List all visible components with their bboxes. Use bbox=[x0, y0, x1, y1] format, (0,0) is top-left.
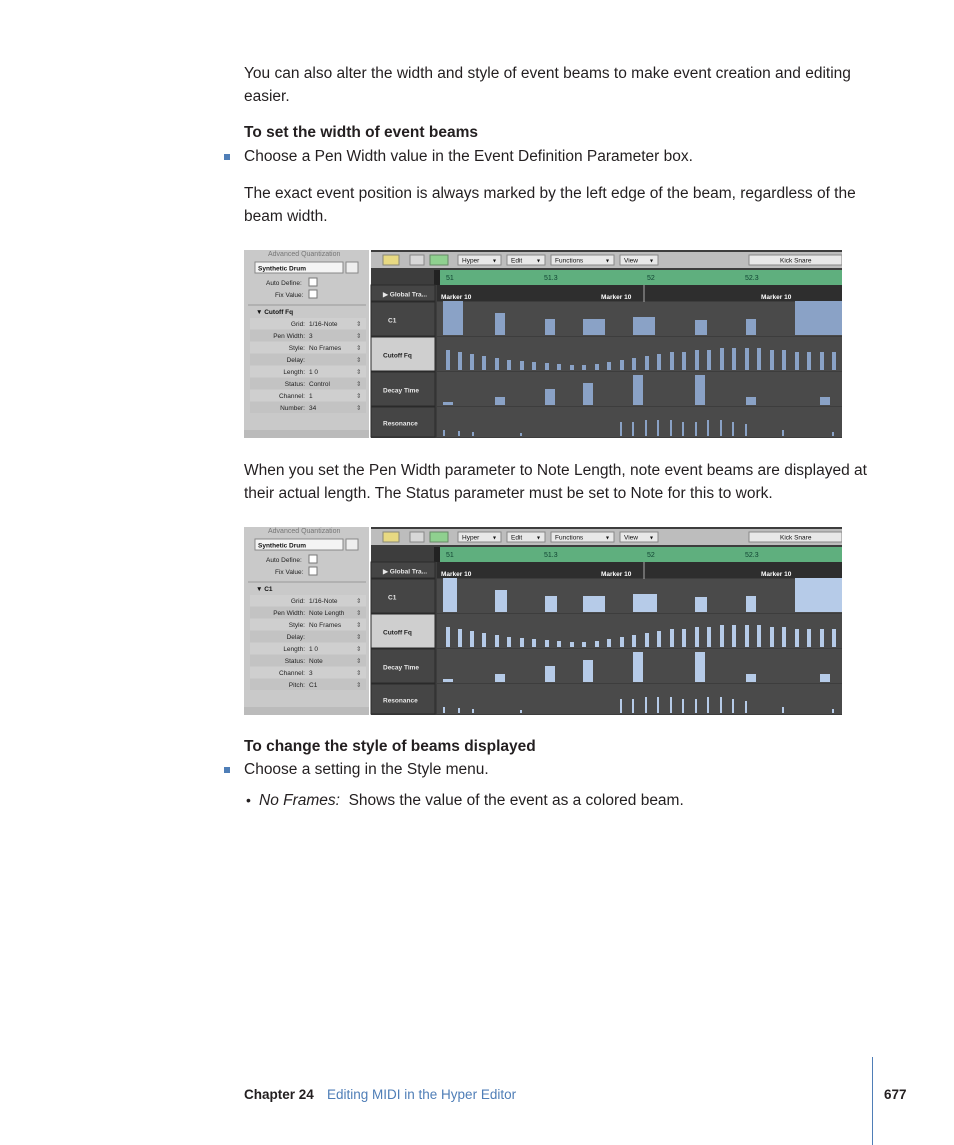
resonance-beam bbox=[520, 433, 522, 436]
stepper-icon: ⇕ bbox=[356, 670, 362, 677]
resonance-beam bbox=[782, 707, 784, 713]
param-label: Grid: bbox=[290, 321, 305, 328]
stepper-icon: ⇕ bbox=[356, 405, 362, 412]
cutoff-beam bbox=[446, 350, 450, 370]
fix-value-label: Fix Value: bbox=[275, 292, 304, 299]
param-row bbox=[250, 595, 366, 606]
decay-beam bbox=[583, 383, 593, 405]
option-term: No Frames: bbox=[259, 792, 340, 809]
cutoff-beam bbox=[632, 635, 636, 647]
cutoff-beam bbox=[495, 635, 499, 647]
footer-divider bbox=[872, 1057, 873, 1145]
stepper-icon: ⇕ bbox=[356, 333, 362, 340]
c1-beam bbox=[746, 319, 756, 335]
lane-name: Resonance bbox=[383, 420, 418, 428]
auto-define-checkbox bbox=[309, 278, 317, 286]
param-label: Status: bbox=[284, 381, 305, 388]
ruler-tick-label: 52.3 bbox=[745, 275, 759, 282]
resonance-beam bbox=[720, 420, 722, 436]
preset-name: Synthetic Drum bbox=[258, 265, 307, 273]
param-value: 3 bbox=[309, 333, 313, 340]
fix-value-label: Fix Value: bbox=[275, 569, 304, 576]
cutoff-beam bbox=[620, 360, 624, 370]
cutoff-beam bbox=[682, 352, 686, 370]
cutoff-beam bbox=[545, 363, 549, 370]
cutoff-beam bbox=[807, 352, 811, 370]
param-row bbox=[250, 679, 366, 690]
cutoff-beam bbox=[470, 631, 474, 647]
cutoff-beam bbox=[446, 627, 450, 647]
cutoff-beam bbox=[832, 629, 836, 647]
param-row bbox=[250, 354, 366, 365]
cutoff-beam bbox=[782, 350, 786, 370]
ruler-tick-label: 51.3 bbox=[544, 552, 558, 559]
c1-beam bbox=[545, 319, 555, 335]
c1-beam bbox=[583, 319, 605, 335]
cutoff-beam bbox=[582, 365, 586, 370]
toolbar-menu-label: View bbox=[624, 534, 638, 542]
ruler-tick-label: 51 bbox=[446, 275, 454, 282]
cutoff-beam bbox=[732, 625, 736, 647]
cutoff-beam bbox=[520, 361, 524, 370]
param-row bbox=[250, 643, 366, 654]
preset-dropdown-icon bbox=[346, 539, 358, 550]
set-name: Kick Snare bbox=[780, 257, 812, 265]
cutoff-beam bbox=[770, 627, 774, 647]
marker-label: Marker 10 bbox=[601, 294, 632, 301]
footer-chapter-title: Editing MIDI in the Hyper Editor bbox=[327, 1087, 517, 1102]
c1-beam bbox=[746, 596, 756, 612]
link-icon bbox=[383, 255, 399, 265]
bullet-square-icon bbox=[224, 154, 230, 160]
stepper-icon: ⇕ bbox=[356, 321, 362, 328]
resonance-beam bbox=[707, 697, 709, 713]
c1-beam bbox=[633, 594, 657, 612]
c1-beam bbox=[443, 578, 457, 612]
param-label: Style: bbox=[288, 345, 305, 352]
cutoff-beam bbox=[770, 350, 774, 370]
cutoff-beam bbox=[520, 638, 524, 647]
cutoff-beam bbox=[732, 348, 736, 370]
ruler-left-cap bbox=[434, 270, 440, 285]
resonance-beam bbox=[732, 422, 734, 436]
decay-beam bbox=[746, 397, 756, 405]
param-row bbox=[250, 378, 366, 389]
catch-icon bbox=[430, 532, 448, 542]
menu-arrow-icon: ▾ bbox=[650, 258, 654, 265]
inspector-top-label: Advanced Quantization bbox=[268, 528, 341, 535]
decay-beam bbox=[746, 674, 756, 682]
cutoff-beam bbox=[745, 348, 749, 370]
resonance-beam bbox=[695, 699, 697, 713]
param-row bbox=[250, 366, 366, 377]
cutoff-beam bbox=[670, 352, 674, 370]
inspector-section-label: ▼ C1 bbox=[256, 586, 273, 593]
param-label: Number: bbox=[280, 405, 305, 412]
ruler-tick-label: 52 bbox=[647, 275, 655, 282]
lane-body bbox=[437, 407, 842, 437]
resonance-beam bbox=[707, 420, 709, 436]
stepper-icon: ⇕ bbox=[356, 369, 362, 376]
page-number: 677 bbox=[884, 1087, 907, 1102]
cutoff-beam bbox=[757, 348, 761, 370]
toolbar-menu-label: Hyper bbox=[462, 534, 480, 542]
resonance-beam bbox=[458, 431, 460, 436]
cutoff-beam bbox=[620, 637, 624, 647]
resonance-beam bbox=[620, 699, 622, 713]
hyper-editor-screenshot-2 bbox=[244, 527, 842, 715]
lane-name: C1 bbox=[388, 317, 397, 325]
stepper-icon: ⇕ bbox=[356, 598, 362, 605]
hyper-editor-svg bbox=[244, 250, 842, 438]
param-value: 1 0 bbox=[309, 646, 319, 653]
ruler-bar bbox=[440, 270, 842, 285]
lane-name: ▶ Global Tra... bbox=[383, 568, 428, 576]
resonance-beam bbox=[472, 709, 474, 713]
decay-beam bbox=[633, 375, 643, 405]
cutoff-beam bbox=[482, 633, 486, 647]
cutoff-beam bbox=[557, 364, 561, 370]
intro-paragraph: You can also alter the width and style of event beams to make event creation and editing easier. bbox=[244, 65, 851, 105]
c1-beam bbox=[443, 301, 463, 335]
cutoff-beam bbox=[707, 350, 711, 370]
cutoff-beam bbox=[507, 637, 511, 647]
cutoff-beam bbox=[545, 640, 549, 647]
lane-name: Decay Time bbox=[383, 387, 420, 395]
decay-beam bbox=[443, 402, 453, 405]
param-value: 1/16-Note bbox=[309, 321, 338, 328]
marker-label: Marker 10 bbox=[441, 294, 472, 301]
param-label: Status: bbox=[284, 658, 305, 665]
stepper-icon: ⇕ bbox=[356, 381, 362, 388]
param-row bbox=[250, 619, 366, 630]
lane-name: Cutoff Fq bbox=[383, 629, 412, 637]
cutoff-beam bbox=[532, 639, 536, 647]
param-value: 1 bbox=[309, 393, 313, 400]
marker-label: Marker 10 bbox=[761, 571, 792, 578]
c1-beam bbox=[495, 313, 505, 335]
resonance-beam bbox=[695, 422, 697, 436]
c1-beam bbox=[545, 596, 557, 612]
cutoff-beam bbox=[707, 627, 711, 647]
toolbar-menu-label: Edit bbox=[511, 534, 523, 542]
step-width: Choose a Pen Width value in the Event Definition Parameter box. bbox=[244, 148, 693, 165]
cutoff-beam bbox=[695, 627, 699, 647]
param-row bbox=[250, 607, 366, 618]
param-value: 3 bbox=[309, 670, 313, 677]
marker-label: Marker 10 bbox=[761, 294, 792, 301]
param-label: Pitch: bbox=[288, 682, 305, 689]
cutoff-beam bbox=[557, 641, 561, 647]
param-value: 1 0 bbox=[309, 369, 319, 376]
decay-beam bbox=[583, 660, 593, 682]
decay-beam bbox=[495, 674, 505, 682]
lane-name: Resonance bbox=[383, 697, 418, 705]
param-value: C1 bbox=[309, 682, 318, 689]
param-label: Channel: bbox=[278, 393, 305, 400]
resonance-beam bbox=[832, 709, 834, 713]
cutoff-beam bbox=[595, 641, 599, 647]
resonance-beam bbox=[620, 422, 622, 436]
note-paragraph: The exact event position is always marked by the left edge of the beam, regardless of the beam width. bbox=[244, 185, 856, 225]
menu-arrow-icon: ▾ bbox=[537, 258, 541, 265]
resonance-beam bbox=[682, 699, 684, 713]
decay-beam bbox=[495, 397, 505, 405]
ruler-tick-label: 51 bbox=[446, 552, 454, 559]
stepper-icon: ⇕ bbox=[356, 610, 362, 617]
param-label: Pen Width: bbox=[273, 610, 305, 617]
cutoff-beam bbox=[682, 629, 686, 647]
catch-icon bbox=[430, 255, 448, 265]
auto-define-label: Auto Define: bbox=[266, 557, 302, 564]
cutoff-beam bbox=[820, 352, 824, 370]
menu-arrow-icon: ▾ bbox=[650, 535, 654, 542]
cutoff-beam bbox=[470, 354, 474, 370]
resonance-beam bbox=[657, 420, 659, 436]
resonance-beam bbox=[645, 697, 647, 713]
lane-header bbox=[371, 579, 435, 613]
toolbar-menu-label: View bbox=[624, 257, 638, 265]
cutoff-beam bbox=[632, 358, 636, 370]
section-heading-style: To change the style of beams displayed bbox=[244, 738, 536, 755]
cutoff-beam bbox=[670, 629, 674, 647]
resonance-beam bbox=[732, 699, 734, 713]
preset-dropdown-icon bbox=[346, 262, 358, 273]
c1-beam bbox=[695, 597, 707, 612]
cutoff-beam bbox=[820, 629, 824, 647]
cutoff-beam bbox=[757, 625, 761, 647]
ruler-left-cap bbox=[434, 547, 440, 562]
resonance-beam bbox=[832, 432, 834, 436]
ruler-tick-label: 52.3 bbox=[745, 552, 759, 559]
footer-chapter: Chapter 24 bbox=[244, 1087, 314, 1102]
pointer-tool-icon bbox=[410, 532, 424, 542]
c1-beam bbox=[795, 301, 842, 335]
resonance-beam bbox=[632, 699, 634, 713]
stepper-icon: ⇕ bbox=[356, 682, 362, 689]
cutoff-beam bbox=[657, 354, 661, 370]
lane-name: Decay Time bbox=[383, 664, 420, 672]
lane-name: C1 bbox=[388, 594, 397, 602]
decay-beam bbox=[545, 666, 555, 682]
c1-beam bbox=[633, 317, 655, 335]
c1-beam bbox=[495, 590, 507, 612]
lane-name: Cutoff Fq bbox=[383, 352, 412, 360]
cutoff-beam bbox=[570, 642, 574, 647]
auto-define-checkbox bbox=[309, 555, 317, 563]
param-row bbox=[250, 402, 366, 413]
cutoff-beam bbox=[782, 627, 786, 647]
lane-header bbox=[371, 302, 435, 336]
cutoff-beam bbox=[482, 356, 486, 370]
cutoff-beam bbox=[607, 362, 611, 370]
resonance-beam bbox=[458, 708, 460, 713]
cutoff-beam bbox=[720, 348, 724, 370]
resonance-beam bbox=[670, 420, 672, 436]
stepper-icon: ⇕ bbox=[356, 622, 362, 629]
cutoff-beam bbox=[645, 356, 649, 370]
hyper-editor-screenshot-1 bbox=[244, 250, 842, 438]
resonance-beam bbox=[682, 422, 684, 436]
stepper-icon: ⇕ bbox=[356, 646, 362, 653]
cutoff-beam bbox=[607, 639, 611, 647]
lane-name: ▶ Global Tra... bbox=[383, 291, 428, 299]
decay-beam bbox=[633, 652, 643, 682]
cutoff-beam bbox=[458, 629, 462, 647]
menu-arrow-icon: ▾ bbox=[493, 258, 497, 265]
param-value: Control bbox=[309, 381, 330, 388]
decay-beam bbox=[443, 679, 453, 682]
cutoff-beam bbox=[595, 364, 599, 370]
fix-value-checkbox bbox=[309, 567, 317, 575]
toolbar-menu-label: Functions bbox=[555, 257, 584, 265]
param-label: Length: bbox=[283, 369, 305, 376]
param-value: No Frames bbox=[309, 622, 342, 629]
menu-arrow-icon: ▾ bbox=[493, 535, 497, 542]
param-row bbox=[250, 390, 366, 401]
ruler-tick-label: 52 bbox=[647, 552, 655, 559]
cutoff-beam bbox=[582, 642, 586, 647]
pen-width-paragraph: When you set the Pen Width parameter to Note Length, note event beams are displayed at their actual length. The Status parameter must be set to Note for this to work. bbox=[244, 462, 867, 502]
ruler-tick-label: 51.3 bbox=[544, 275, 558, 282]
cutoff-beam bbox=[832, 352, 836, 370]
decay-beam bbox=[695, 652, 705, 682]
param-label: Delay: bbox=[286, 634, 305, 641]
param-label: Style: bbox=[288, 622, 305, 629]
param-label: Grid: bbox=[290, 598, 305, 605]
param-value: 34 bbox=[309, 405, 317, 412]
c1-beam bbox=[795, 578, 842, 612]
decay-beam bbox=[820, 397, 830, 405]
param-label: Delay: bbox=[286, 357, 305, 364]
param-row bbox=[250, 655, 366, 666]
resonance-beam bbox=[745, 701, 747, 713]
marker-label: Marker 10 bbox=[441, 571, 472, 578]
resonance-beam bbox=[443, 430, 445, 436]
c1-beam bbox=[583, 596, 605, 612]
cutoff-beam bbox=[795, 352, 799, 370]
resonance-beam bbox=[782, 430, 784, 436]
cutoff-beam bbox=[795, 629, 799, 647]
cutoff-beam bbox=[570, 365, 574, 370]
resonance-beam bbox=[645, 420, 647, 436]
toolbar-menu-label: Functions bbox=[555, 534, 584, 542]
auto-define-label: Auto Define: bbox=[266, 280, 302, 287]
resonance-beam bbox=[657, 697, 659, 713]
cutoff-beam bbox=[645, 633, 649, 647]
param-value: Note Length bbox=[309, 610, 345, 617]
cutoff-beam bbox=[458, 352, 462, 370]
decay-beam bbox=[545, 389, 555, 405]
lane-body bbox=[437, 684, 842, 714]
inspector-footer bbox=[244, 707, 369, 715]
cutoff-beam bbox=[495, 358, 499, 370]
resonance-beam bbox=[745, 424, 747, 436]
ruler-bar bbox=[440, 547, 842, 562]
inspector-footer bbox=[244, 430, 369, 438]
resonance-beam bbox=[520, 710, 522, 713]
step-style: Choose a setting in the Style menu. bbox=[244, 761, 489, 778]
decay-beam bbox=[695, 375, 705, 405]
stepper-icon: ⇕ bbox=[356, 357, 362, 364]
toolbar-menu-label: Edit bbox=[511, 257, 523, 265]
param-label: Length: bbox=[283, 646, 305, 653]
param-value: 1/16-Note bbox=[309, 598, 338, 605]
param-row bbox=[250, 330, 366, 341]
param-row bbox=[250, 667, 366, 678]
hyper-editor-svg bbox=[244, 527, 842, 715]
option-description: Shows the value of the event as a colored beam. bbox=[348, 792, 684, 809]
param-row bbox=[250, 342, 366, 353]
cutoff-beam bbox=[720, 625, 724, 647]
menu-arrow-icon: ▾ bbox=[537, 535, 541, 542]
bullet-square-icon bbox=[224, 767, 230, 773]
resonance-beam bbox=[632, 422, 634, 436]
c1-beam bbox=[695, 320, 707, 335]
param-label: Pen Width: bbox=[273, 333, 305, 340]
toolbar-menu-label: Hyper bbox=[462, 257, 480, 265]
link-icon bbox=[383, 532, 399, 542]
style-option bbox=[259, 789, 899, 812]
cutoff-beam bbox=[657, 631, 661, 647]
resonance-beam bbox=[720, 697, 722, 713]
menu-arrow-icon: ▾ bbox=[606, 535, 610, 542]
param-row bbox=[250, 631, 366, 642]
section-heading-width: To set the width of event beams bbox=[244, 124, 478, 141]
resonance-beam bbox=[670, 697, 672, 713]
inspector-section-label: ▼ Cutoff Fq bbox=[256, 309, 294, 316]
cutoff-beam bbox=[507, 360, 511, 370]
cutoff-beam bbox=[695, 350, 699, 370]
cutoff-beam bbox=[745, 625, 749, 647]
stepper-icon: ⇕ bbox=[356, 393, 362, 400]
stepper-icon: ⇕ bbox=[356, 634, 362, 641]
resonance-beam bbox=[472, 432, 474, 436]
marker-label: Marker 10 bbox=[601, 571, 632, 578]
decay-beam bbox=[820, 674, 830, 682]
resonance-beam bbox=[443, 707, 445, 713]
param-value: No Frames bbox=[309, 345, 342, 352]
stepper-icon: ⇕ bbox=[356, 658, 362, 665]
bullet-dot-icon: • bbox=[246, 792, 251, 808]
menu-arrow-icon: ▾ bbox=[606, 258, 610, 265]
fix-value-checkbox bbox=[309, 290, 317, 298]
cutoff-beam bbox=[807, 629, 811, 647]
param-label: Channel: bbox=[278, 670, 305, 677]
param-value: Note bbox=[309, 658, 323, 665]
pointer-tool-icon bbox=[410, 255, 424, 265]
param-row bbox=[250, 318, 366, 329]
set-name: Kick Snare bbox=[780, 534, 812, 542]
preset-name: Synthetic Drum bbox=[258, 542, 307, 550]
cutoff-beam bbox=[532, 362, 536, 370]
stepper-icon: ⇕ bbox=[356, 345, 362, 352]
inspector-top-label: Advanced Quantization bbox=[268, 251, 341, 258]
